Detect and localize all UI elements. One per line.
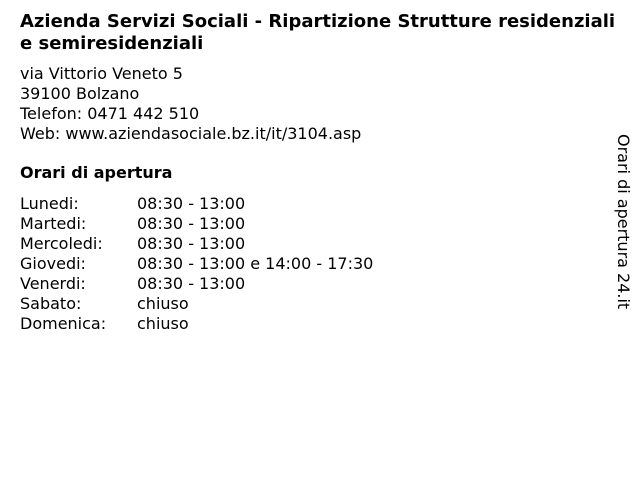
day-label: Venerdi: — [20, 274, 86, 293]
website-link: Web: www.aziendasociale.bz.it/it/3104.asp — [20, 124, 362, 143]
day-hours: 08:30 - 13:00 — [137, 214, 246, 233]
day-label: Mercoledi: — [20, 234, 103, 253]
site-watermark: Orari di apertura 24.it — [614, 134, 633, 310]
day-hours: 08:30 - 13:00 — [137, 234, 246, 253]
day-label: Sabato: — [20, 294, 82, 313]
street-address: via Vittorio Veneto 5 — [20, 64, 183, 83]
opening-hours-heading: Orari di apertura — [20, 163, 173, 182]
phone-number: Telefon: 0471 442 510 — [20, 104, 200, 123]
page-title: Azienda Servizi Sociali - Ripartizione Strutture residenziali e semiresidenziali — [20, 11, 616, 54]
day-hours: chiuso — [137, 294, 189, 313]
day-hours: 08:30 - 13:00 e 14:00 - 17:30 — [137, 254, 374, 273]
day-label: Domenica: — [20, 314, 107, 333]
day-hours: 08:30 - 13:00 — [137, 194, 246, 213]
day-label: Lunedi: — [20, 194, 79, 213]
day-hours: 08:30 - 13:00 — [137, 274, 246, 293]
day-label: Martedi: — [20, 214, 87, 233]
day-hours: chiuso — [137, 314, 189, 333]
day-label: Giovedi: — [20, 254, 86, 273]
address-block — [20, 64, 361, 144]
city-address: 39100 Bolzano — [20, 84, 140, 103]
